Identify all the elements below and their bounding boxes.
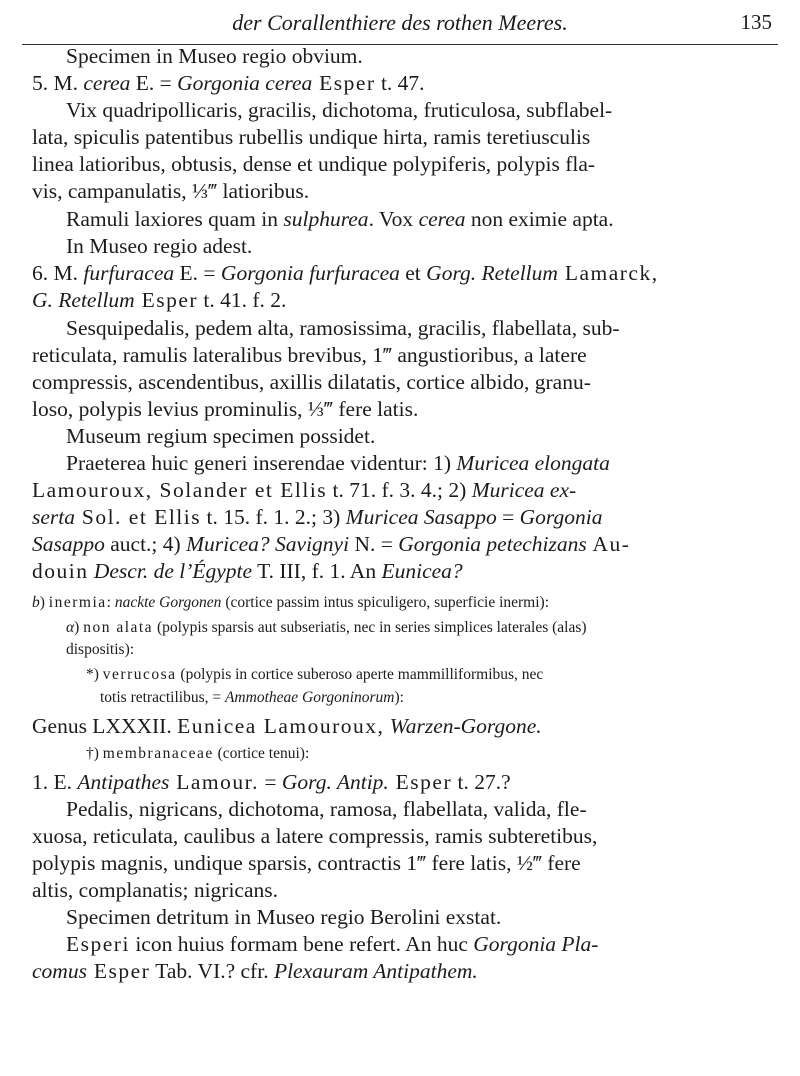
text-span: G. Retellum	[32, 288, 135, 312]
text-line	[66, 96, 612, 124]
text-span: *)	[86, 666, 103, 683]
text-span: α	[66, 619, 75, 636]
text-span: compressis, ascendentibus, axillis dilatatis, cortice albido, granu-	[32, 370, 591, 394]
text-span: In Museo regio adest.	[66, 234, 253, 258]
text-line	[32, 123, 590, 151]
text-span: Sesquipedalis, pedem alta, ramosissima, gracilis, flabellata, sub-	[66, 316, 620, 340]
text-span: Pedalis, nigricans, dichotoma, ramosa, flabellata, valida, fle-	[66, 797, 587, 821]
text-span: Gorgonia cerea	[177, 71, 313, 95]
text-span: Ammotheae Gorgoninorum	[224, 689, 395, 706]
text-span: serta	[32, 505, 75, 529]
text-span: verrucosa	[102, 666, 177, 683]
text-span: t. 47.	[375, 71, 425, 95]
text-line	[66, 205, 614, 233]
text-span: cerea	[418, 207, 466, 231]
text-span: comus	[32, 959, 87, 983]
text-line	[66, 617, 587, 639]
text-span: 1. E.	[32, 770, 78, 794]
page-number: 135	[740, 10, 772, 34]
text-span: Muricea Sasappo	[345, 505, 497, 529]
text-span: t. 71. f. 3. 4.; 2)	[327, 478, 472, 502]
text-line	[32, 286, 286, 314]
text-span: Lamouroux,	[256, 714, 385, 738]
text-span: =	[496, 505, 520, 529]
text-span: membranaceae	[102, 745, 214, 762]
text-span: Plexauram Antipathem.	[273, 959, 478, 983]
text-line	[86, 664, 543, 686]
text-span: loso, polypis levius prominulis, ⅓‴ fere latis.	[32, 397, 419, 421]
text-span: Gorg. Antip.	[281, 770, 389, 794]
text-span: Sasappo	[32, 532, 105, 556]
text-span: T. III, f. 1. An	[252, 559, 382, 583]
text-span: ):	[394, 689, 404, 706]
running-title: der Corallenthiere des rothen Meeres.	[232, 10, 568, 35]
text-span: †)	[86, 745, 103, 762]
text-line	[66, 232, 252, 260]
text-line	[66, 449, 610, 477]
text-line	[32, 768, 511, 796]
text-span: Muricea elongata	[456, 451, 610, 475]
text-line	[86, 743, 309, 765]
text-span: Antipathes	[77, 770, 170, 794]
text-span: douin	[32, 559, 89, 583]
text-line	[66, 930, 598, 958]
text-span: auct.; 4)	[104, 532, 187, 556]
page-header	[0, 6, 800, 40]
text-span: linea latioribus, obtusis, dense et undique polypiferis, polypis fla-	[32, 152, 596, 176]
text-span: Muricea ex-	[471, 478, 577, 502]
text-span: non alata	[83, 619, 154, 636]
text-span: (cortice tenui):	[213, 745, 310, 762]
text-span: totis retractilibus, =	[100, 689, 225, 706]
text-line	[32, 849, 581, 877]
text-span: inermia	[48, 594, 107, 611]
text-span: =	[258, 770, 282, 794]
text-span: non eximie apta.	[465, 207, 614, 231]
text-span: N. =	[349, 532, 399, 556]
text-span: Tab. VI.? cfr.	[150, 959, 274, 983]
text-span: Esper	[388, 770, 453, 794]
text-line	[32, 822, 597, 850]
text-span: t. 41. f. 2.	[198, 288, 287, 312]
text-span: Descr. de l’Égypte	[88, 559, 253, 583]
text-line	[32, 259, 659, 287]
text-span: b	[32, 594, 40, 611]
text-span: Au-	[586, 532, 631, 556]
text-line	[66, 639, 134, 661]
text-span: . Vox	[368, 207, 419, 231]
text-span: Lamour.	[169, 770, 259, 794]
text-span: E. =	[130, 71, 178, 95]
text-span: Warzen-Gorgone.	[384, 714, 542, 738]
text-line	[32, 150, 595, 178]
text-span: 5. M.	[32, 71, 84, 95]
text-line	[32, 957, 478, 985]
text-span: Sol. et Ellis	[75, 505, 202, 529]
text-span: (polypis sparsis aut subseriatis, nec in series simplices laterales (alas)	[153, 619, 587, 636]
text-line	[32, 876, 278, 904]
text-span: Esperi	[66, 932, 130, 956]
text-span: et	[399, 261, 427, 285]
text-span: (cortice passim intus spiculigero, superficie inermi):	[221, 594, 549, 611]
text-line	[32, 177, 309, 205]
text-line	[66, 314, 619, 342]
text-span: dispositis):	[66, 641, 135, 658]
text-span: )	[39, 594, 49, 611]
text-span: Eunicea?	[381, 559, 463, 583]
text-line	[32, 530, 630, 558]
text-line	[66, 422, 375, 450]
text-span: t. 27.?	[452, 770, 511, 794]
text-span: Lamarck,	[557, 261, 659, 285]
text-span: )	[74, 619, 84, 636]
text-span: Gorgonia Pla-	[473, 932, 599, 956]
text-span: cerea	[83, 71, 131, 95]
text-span: Specimen in Museo regio obvium.	[66, 44, 363, 68]
text-span: Esper	[312, 71, 376, 95]
text-line	[32, 368, 591, 396]
text-line	[32, 341, 587, 369]
text-span: nackte Gorgonen	[114, 594, 222, 611]
text-span: Vix quadripollicaris, gracilis, dichotoma, fruticulosa, subflabel-	[66, 98, 613, 122]
text-span: furfuracea	[83, 261, 175, 285]
text-line	[100, 687, 404, 709]
text-span: icon huius formam bene refert. An huc	[129, 932, 474, 956]
text-span: t. 15. f. 1. 2.; 3)	[201, 505, 346, 529]
text-line	[32, 712, 542, 740]
text-span: :	[106, 594, 115, 611]
text-span: Gorgonia	[519, 505, 603, 529]
text-span: altis, complanatis; nigricans.	[32, 878, 279, 902]
text-span: polypis magnis, undique sparsis, contractis 1‴ fere latis, ½‴ fere	[32, 851, 581, 875]
text-span: xuosa, reticulata, caulibus a latere compressis, ramis subteretibus,	[32, 824, 598, 848]
text-span: (polypis in cortice suberoso aperte mammilliformibus, nec	[176, 666, 544, 683]
text-span: Esper	[134, 288, 199, 312]
text-line	[66, 903, 501, 931]
text-span: Esper	[86, 959, 151, 983]
text-span: reticulata, ramulis lateralibus brevibus, 1‴ angustioribus, a latere	[32, 343, 587, 367]
text-span: Muricea? Savignyi	[186, 532, 350, 556]
text-line	[32, 503, 602, 531]
text-span: sulphurea	[283, 207, 369, 231]
text-span: Gorgonia furfuracea	[220, 261, 400, 285]
text-span: Praeterea huic generi inserendae videntur: 1)	[66, 451, 457, 475]
text-span: Ramuli laxiores quam in	[66, 207, 284, 231]
text-span: lata, spiculis patentibus rubellis undique hirta, ramis teretiusculis	[32, 125, 591, 149]
text-span: vis, campanulatis, ⅓‴ latioribus.	[32, 179, 310, 203]
text-line	[32, 557, 463, 585]
text-span: 6. M.	[32, 261, 84, 285]
text-line	[32, 69, 425, 97]
text-span: Lamouroux, Solander et Ellis	[32, 478, 328, 502]
text-span: Specimen detritum in Museo regio Berolini exstat.	[66, 905, 502, 929]
text-span: E. =	[174, 261, 221, 285]
text-span: Museum regium specimen possidet.	[66, 424, 376, 448]
text-line	[66, 42, 363, 70]
text-span: Gorgonia petechizans	[398, 532, 587, 556]
text-span: Eunicea	[177, 714, 257, 738]
text-span: Genus LXXXII.	[32, 714, 178, 738]
text-line	[32, 592, 549, 614]
text-line	[32, 476, 576, 504]
text-line	[66, 795, 587, 823]
text-span: Gorg. Retellum	[426, 261, 558, 285]
text-line	[32, 395, 418, 423]
